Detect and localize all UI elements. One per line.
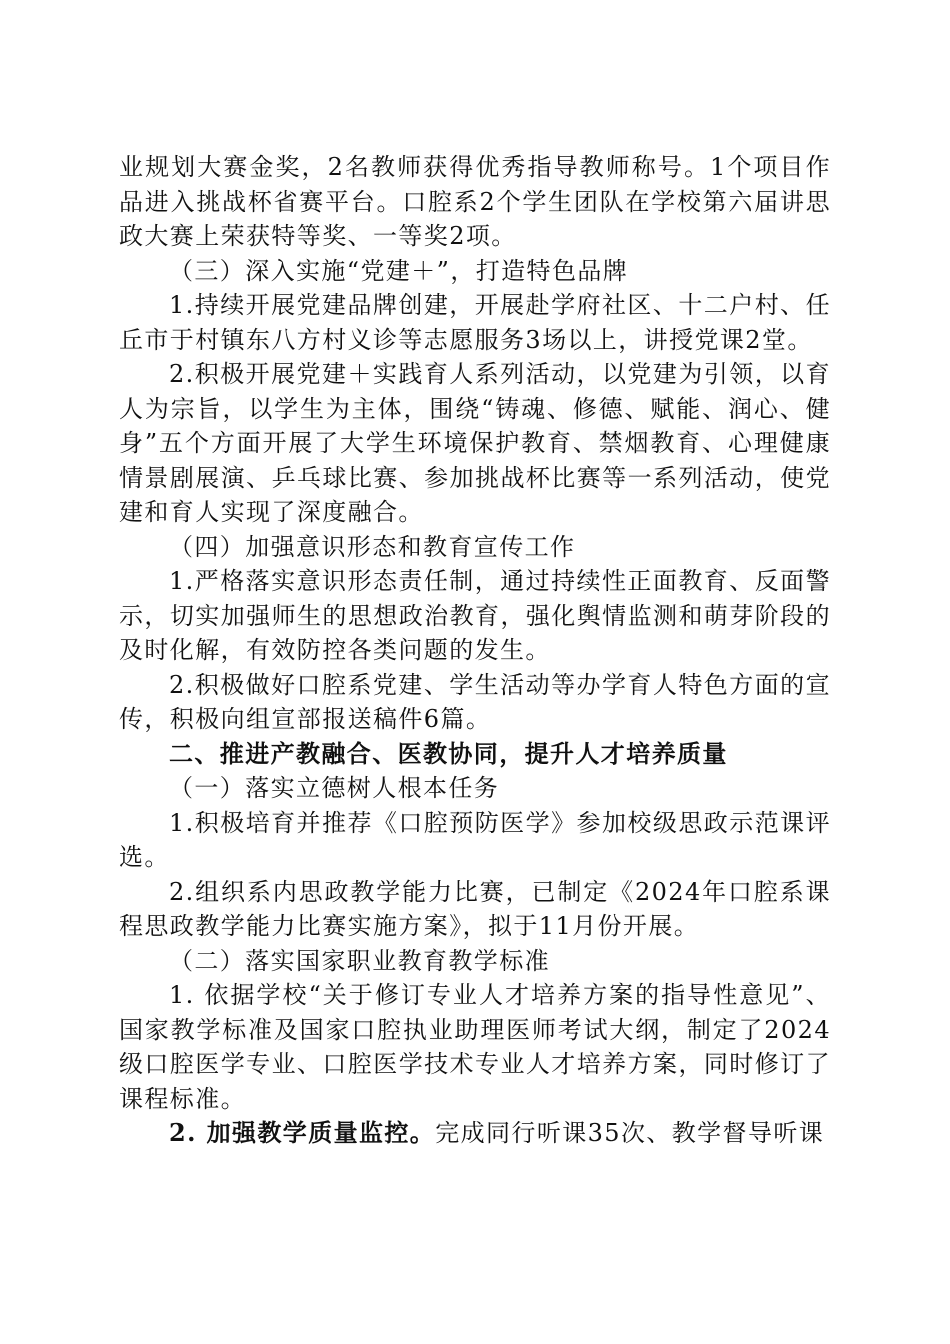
- paragraph: 1.持续开展党建品牌创建，开展赴学府社区、十二户村、任丘市于村镇东八方村义诊等志愿服务3场以上，讲授党课2堂。: [119, 291, 831, 354]
- paragraph: 2.积极开展党建＋实践育人系列活动，以党建为引领，以育人为宗旨，以学生为主体，围绕“铸魂、修德、赋能、润心、健身”五个方面开展了大学生环境保护教育、禁烟教育、心理健康情景剧展演、乒乓球比赛、参加挑战杯比赛等一系列活动，使党建和育人实现了深度融合。: [119, 360, 831, 526]
- section-heading-talent-quality: 二、推进产教融合、医教协同，提升人才培养质量: [169, 738, 728, 768]
- paragraph-bold-lead: 2. 加强教学质量监控。: [169, 1118, 436, 1147]
- paragraph: 2.积极做好口腔系党建、学生活动等办学育人特色方面的宣传，积极向组宣部报送稿件6篇。: [119, 670, 831, 733]
- section-subheading-party-building: （三）深入实施“党建＋”，打造特色品牌: [169, 256, 629, 285]
- paragraph: 1.积极培育并推荐《口腔预防医学》参加校级思政示范课评选。: [119, 808, 831, 871]
- section-subheading-teaching-standards: （二）落实国家职业教育教学标准: [169, 946, 550, 975]
- paragraph: 1.严格落实意识形态责任制，通过持续性正面教育、反面警示，切实加强师生的思想政治教育，强化舆情监测和萌芽阶段的及时化解，有效防控各类问题的发生。: [119, 567, 831, 664]
- section-subheading-moral-education: （一）落实立德树人根本任务: [169, 774, 500, 802]
- paragraph-continuation: 业规划大赛金奖，2名教师获得优秀指导教师称号。1个项目作品进入挑战杯省赛平台。口腔系2个学生团队在学校第六届讲思政大赛上荣获特等奖、一等奖2项。: [119, 153, 831, 250]
- paragraph-text: 完成同行听课35次、教学督导听课: [435, 1119, 825, 1147]
- paragraph: 1. 依据学校“关于修订专业人才培养方案的指导性意见”、国家教学标准及国家口腔执业助理医师考试大纲，制定了2024级口腔医学专业、口腔医学技术专业人才培养方案，同时修订了课程标准。: [119, 981, 831, 1113]
- document-body: [119, 150, 831, 1151]
- section-subheading-ideology: （四）加强意识形态和教育宣传工作: [169, 532, 576, 561]
- paragraph-quality-monitoring: [119, 1116, 831, 1151]
- paragraph: 2.组织系内思政教学能力比赛，已制定《2024年口腔系课程思政教学能力比赛实施方案》，拟于11月份开展。: [119, 877, 831, 940]
